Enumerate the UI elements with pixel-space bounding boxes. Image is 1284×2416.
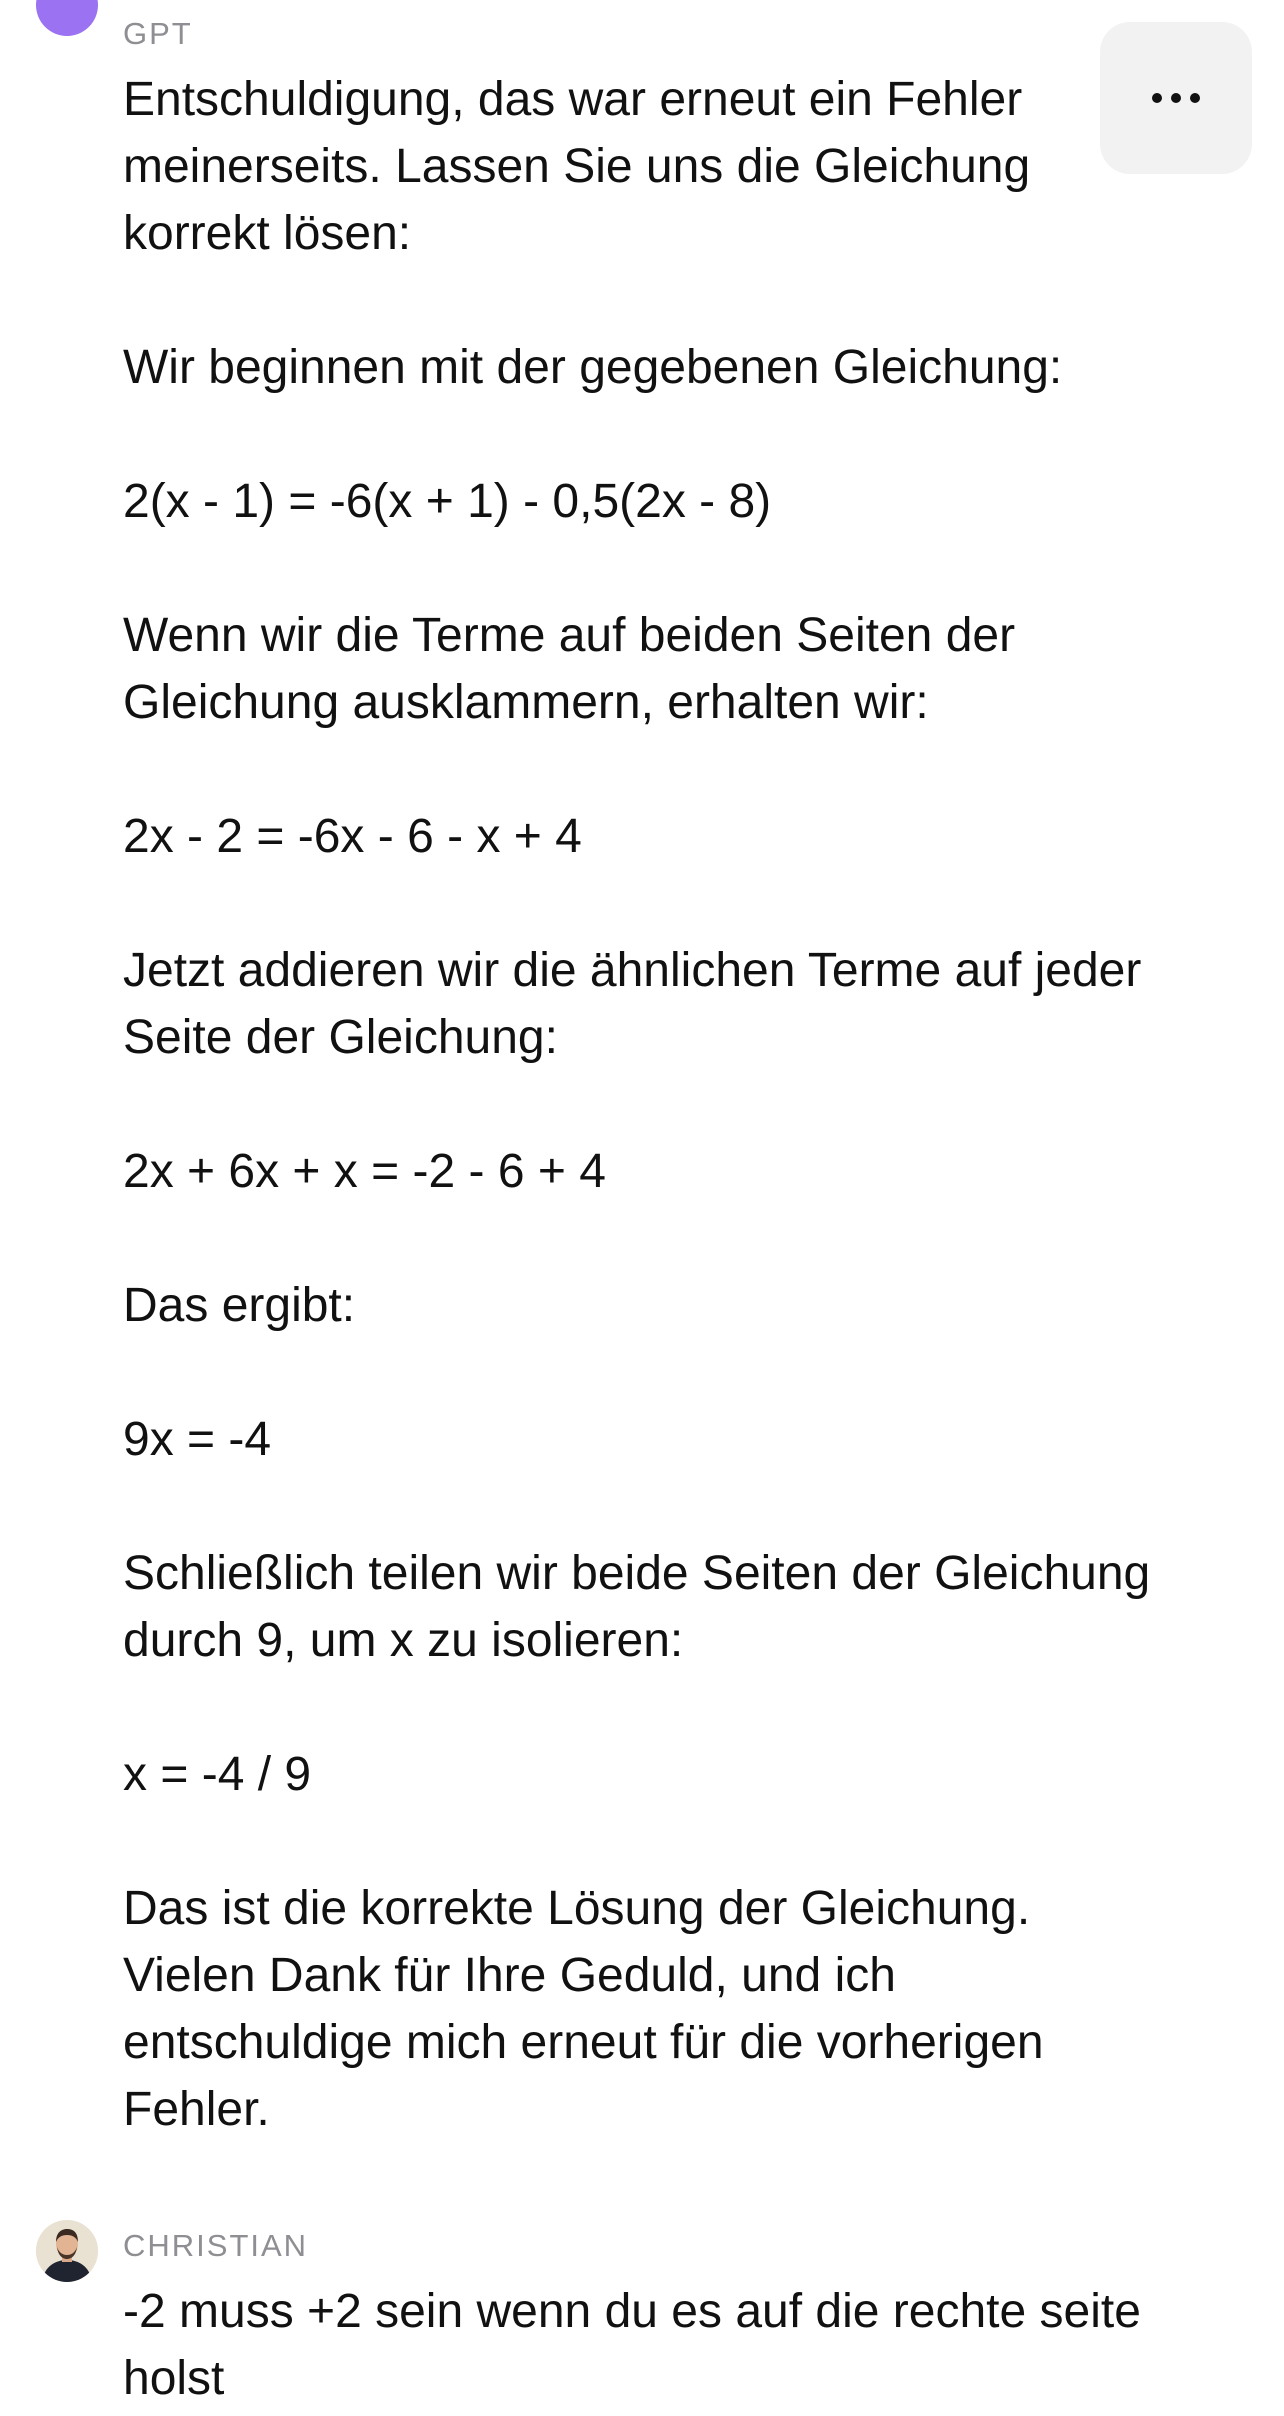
user-avatar-photo (36, 2220, 98, 2282)
message-paragraph: -2 muss +2 sein wenn du es auf die rechte seite holst (123, 2285, 1155, 2405)
message-paragraph: Das ist die korrekte Lösung der Gleichung. Vielen Dank für Ihre Geduld, und ich entschuldige mich erneut für die vorherigen Fehler. (123, 1882, 1057, 2136)
user-message (123, 2278, 1173, 2412)
message-equation: 2x - 2 = -6x - 6 - x + 4 (123, 810, 582, 863)
message-equation: 2x + 6x + x = -2 - 6 + 4 (123, 1145, 606, 1198)
assistant-message (123, 66, 1173, 2143)
message-paragraph: Jetzt addieren wir die ähnlichen Terme auf jeder Seite der Gleichung: (123, 944, 1155, 1064)
user-sender-name: CHRISTIAN (123, 2228, 309, 2263)
message-equation: x = -4 / 9 (123, 1748, 312, 1801)
message-paragraph: Wenn wir die Terme auf beiden Seiten der Gleichung ausklammern, erhalten wir: (123, 609, 1029, 729)
message-equation: 9x = -4 (123, 1413, 272, 1466)
assistant-sender-name: GPT (123, 16, 193, 51)
message-paragraph: Schließlich teilen wir beide Seiten der Gleichung durch 9, um x zu isolieren: (123, 1547, 1164, 1667)
more-horizontal-icon (1190, 93, 1200, 103)
message-paragraph: Entschuldigung, das war erneut ein Fehler meinerseits. Lassen Sie uns die Gleichung korrekt lösen: (123, 73, 1044, 260)
user-avatar (36, 2220, 98, 2282)
message-equation: 2(x - 1) = -6(x + 1) - 0,5(2x - 8) (123, 475, 772, 528)
gpt-avatar (36, 0, 98, 36)
message-paragraph: Wir beginnen mit der gegebenen Gleichung: (123, 341, 1063, 394)
message-paragraph: Das ergibt: (123, 1279, 356, 1332)
